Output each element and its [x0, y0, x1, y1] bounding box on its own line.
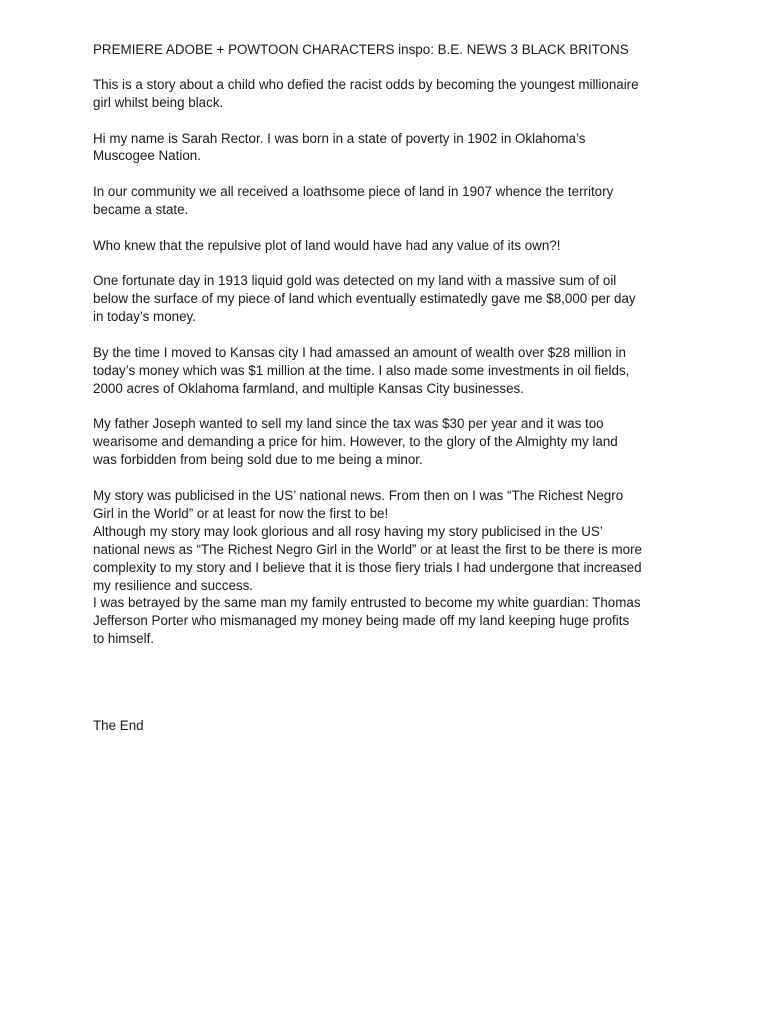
text-line: 2000 acres of Oklahoma farmland, and multiple Kansas City businesses.	[93, 380, 524, 396]
text-line: girl whilst being black.	[93, 94, 224, 110]
text-line: My story was publicised in the US’ national news. From then on I was “The Richest Negro	[93, 487, 624, 503]
text-line: was forbidden from being sold due to me being a minor.	[93, 452, 423, 468]
text-line: Muscogee Nation.	[93, 148, 201, 164]
text-line: Girl in the World” or at least for now the first to be!	[93, 505, 389, 521]
document-header: PREMIERE ADOBE + POWTOON CHARACTERS inspo: B.E. NEWS 3 BLACK BRITONS	[93, 42, 629, 57]
story-paragraph	[93, 130, 683, 166]
text-line: Although my story may look glorious and all rosy having my story publicised in the US’	[93, 523, 603, 539]
text-line: This is a story about a child who defied the racist odds by becoming the youngest millionaire	[93, 76, 639, 92]
text-line: Hi my name is Sarah Rector. I was born in a state of poverty in 1902 in Oklahoma’s	[93, 130, 586, 146]
text-line: to himself.	[93, 631, 155, 647]
text-line: complexity to my story and I believe that it is those fiery trials I had undergone that increased	[93, 559, 642, 575]
text-line: wearisome and demanding a price for him. However, to the glory of the Almighty my land	[93, 434, 618, 450]
story-paragraph	[93, 76, 683, 112]
text-line: became a state.	[93, 202, 189, 218]
story-paragraphs	[93, 76, 683, 648]
text-line: today’s money which was $1 million at the time. I also made some investments in oil fields,	[93, 362, 630, 378]
text-line: Who knew that the repulsive plot of land would have had any value of its own?!	[93, 237, 561, 253]
the-end-text: The End	[93, 717, 144, 733]
text-line: In our community we all received a loathsome piece of land in 1907 whence the territory	[93, 184, 614, 200]
document-body	[93, 41, 683, 735]
text-line: national news as “The Richest Negro Girl in the World” or at least the first to be there is more	[93, 541, 643, 557]
story-paragraph	[93, 237, 683, 255]
text-line: My father Joseph wanted to sell my land since the tax was $30 per year and it was too	[93, 416, 604, 432]
story-paragraph	[93, 272, 683, 326]
story-paragraph	[93, 487, 683, 648]
text-line: Jefferson Porter who mismanaged my money being made off my land keeping huge profits	[93, 613, 630, 629]
text-line: below the surface of my piece of land which eventually estimatedly gave me $8,000 per day	[93, 291, 636, 307]
text-line: By the time I moved to Kansas city I had amassed an amount of wealth over $28 million in	[93, 344, 626, 360]
text-line: my resilience and success.	[93, 577, 254, 593]
story-paragraph	[93, 183, 683, 219]
text-line: One fortunate day in 1913 liquid gold was detected on my land with a massive sum of oil	[93, 273, 617, 289]
story-paragraph	[93, 344, 683, 398]
text-line: in today’s money.	[93, 309, 196, 325]
story-paragraph	[93, 415, 683, 469]
text-line: I was betrayed by the same man my family entrusted to become my white guardian: Thomas	[93, 595, 641, 611]
blank-space	[93, 666, 683, 717]
